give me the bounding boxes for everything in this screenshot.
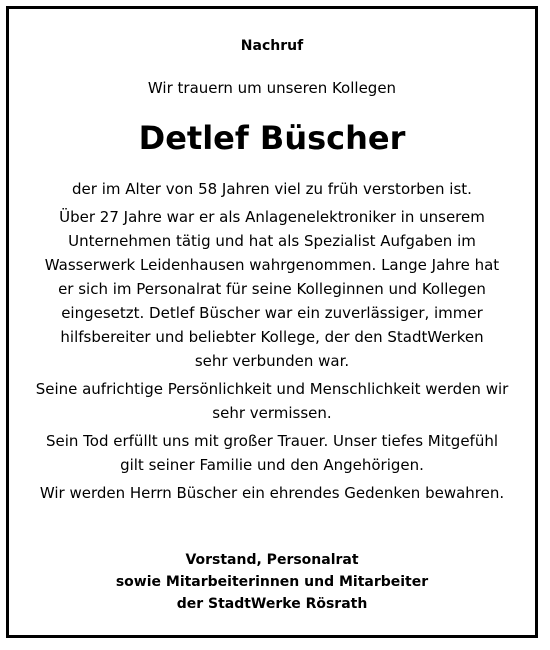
text-line: Wasserwerk Leidenhausen wahrgenommen. Lange Jahre hat (44, 256, 500, 274)
paragraph-career (9, 205, 535, 373)
signature-line: sowie Mitarbeiterinnen und Mitarbeiter (115, 574, 429, 590)
text-line: Über 27 Jahre war er als Anlagenelektroniker in unserem (59, 208, 485, 226)
signature-block (9, 549, 535, 615)
paragraph-age (9, 177, 535, 201)
paragraph-personality (9, 377, 535, 425)
notice-heading: Nachruf (240, 38, 304, 54)
text-line: Unternehmen tätig und hat als Spezialist Aufgaben im (68, 232, 476, 250)
text-line: der im Alter von 58 Jahren viel zu früh verstorben ist. (72, 180, 472, 198)
notice-body (9, 177, 535, 505)
text-line: sehr vermissen. (212, 404, 332, 422)
text-line: eingesetzt. Detlef Büscher war ein zuverlässiger, immer (61, 304, 483, 322)
paragraph-remembrance (9, 481, 535, 505)
text-line: hilfsbereiter und beliebter Kollege, der den StadtWerken (60, 328, 484, 346)
text-line: Sein Tod erfüllt uns mit großer Trauer. Unser tiefes Mitgefühl (45, 432, 499, 450)
text-line: Seine aufrichtige Persönlichkeit und Menschlichkeit werden wir (35, 380, 509, 398)
paragraph-condolence (9, 429, 535, 477)
text-line: er sich im Personalrat für seine Kolleginnen und Kollegen (58, 280, 486, 298)
text-line: sehr verbunden war. (194, 352, 350, 370)
notice-intro: Wir trauern um unseren Kollegen (147, 79, 397, 97)
signature-line: der StadtWerke Rösrath (176, 596, 368, 612)
text-line: Wir werden Herrn Büscher ein ehrendes Gedenken bewahren. (39, 484, 505, 502)
deceased-name: Detlef Büscher (138, 119, 406, 157)
signature-line: Vorstand, Personalrat (185, 552, 359, 568)
text-line: gilt seiner Familie und den Angehörigen. (120, 456, 424, 474)
